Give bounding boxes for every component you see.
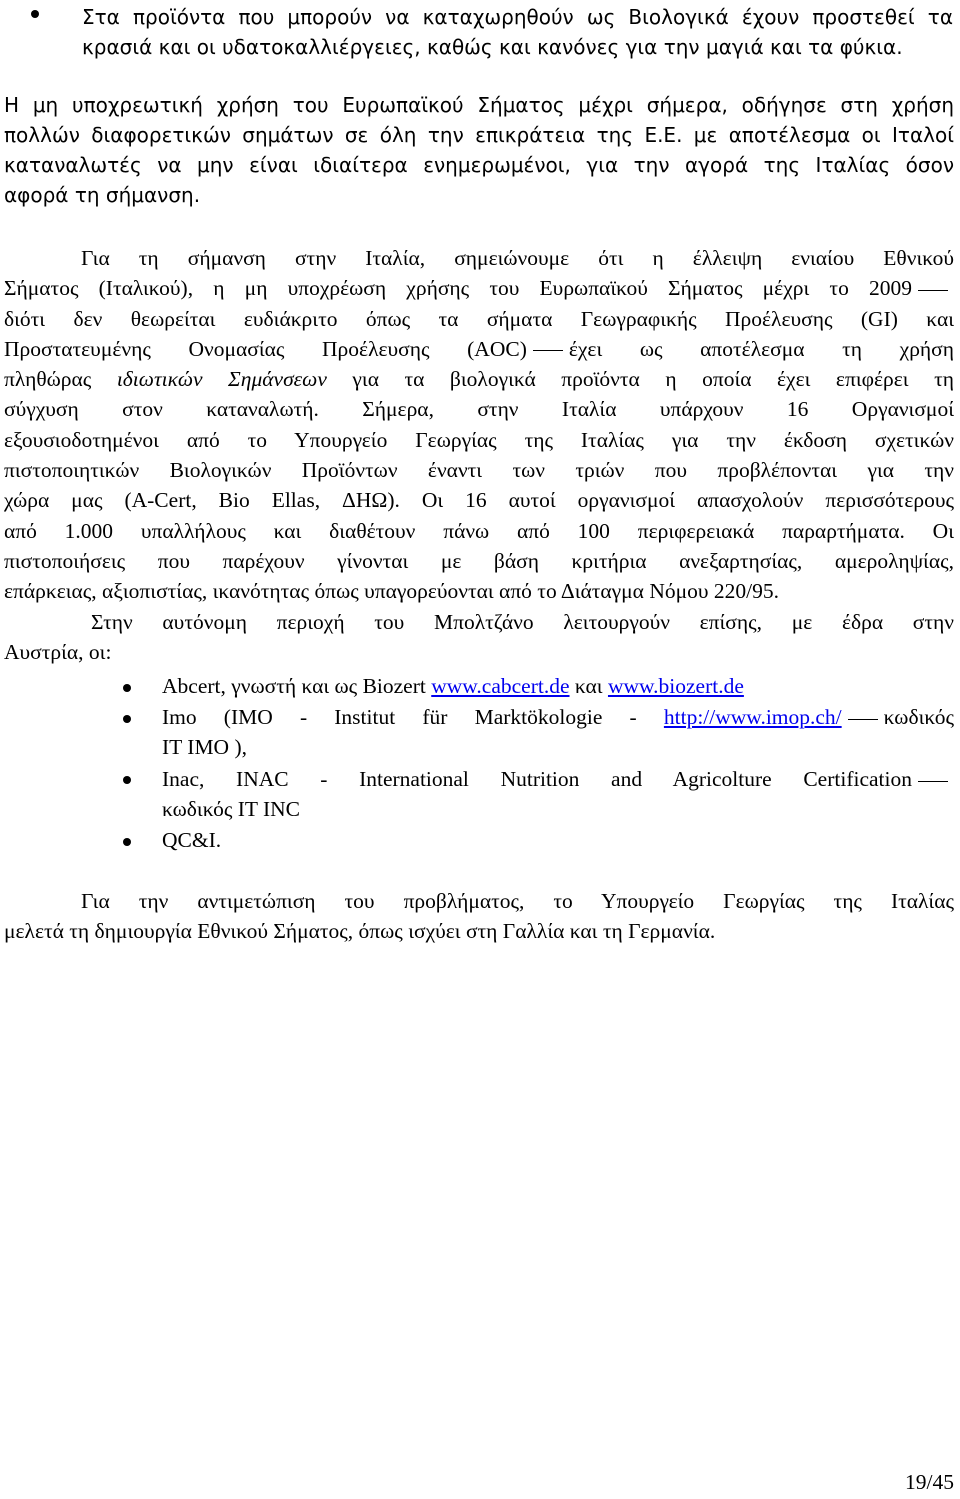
bullet-icon	[123, 776, 131, 784]
top-bullet-text: Στα προϊόντα που μπορούν να καταχωρηθούν ως Βιολογικά έχουν προστεθεί τα κρασιά και οι υδατοκαλλιέργειες, καθώς και κανόνες για την μαγιά και τα φύκια.	[82, 5, 953, 59]
list-item-inac: Inac, INAC - International Nutrition and Agricolture Certification κωδικός IT INC	[162, 764, 954, 825]
bullet-icon	[31, 10, 39, 18]
list-item-qci: QC&I.	[162, 828, 222, 852]
paragraph-1: Η μη υποχρεωτική χρήση του Ευρωπαϊκού Σήματος μέχρι σήμερα, οδήγησε στη χρήση πολλών διαφορετικών σημάτων σε όλη την επικράτεια της Ε.Ε. με αποτέλεσμα οι Ιταλοί καταναλωτές να μην είναι ιδιαίτερα ενημερωμένοι, για την αγορά της Ιταλίας όσον αφορά τη σήμανση.	[4, 93, 954, 207]
dash	[533, 350, 563, 351]
bullet-icon	[123, 715, 131, 723]
bullet-icon	[123, 838, 131, 846]
imop-link[interactable]: http://www.imop.ch/	[663, 705, 842, 729]
list-item-imo: Imo (IMO - Institut für Marktökologie - http://www.imop.ch/ κωδικός IT IMO ),	[162, 705, 954, 760]
paragraph-2: Για τη σήμανση στην Ιταλία, σημειώνουμε ότι η έλλειψη ενιαίου Εθνικού Σήματος (Ιταλικού), η μη υποχρέωση χρήσης του Ευρωπαϊκού Σήματος μέχρι το 2009 διότι δεν θεωρείται ευδιάκριτο όπως τα σήματα Γεωγραφικής Προέλευσης (GI) και Προστατευμένης Ονομασίας Προέλευσης (AOC) έχει ως αποτέλεσμα τη χρήση πληθώρας ιδιωτικών Σημάνσεων για τα βιολογικά προϊόντα η οποία έχει επιφέρει τη σύγχυση στον καταναλωτή. Σήμερα, στην Ιταλία υπάρχουν 16 Οργανισμοί εξουσιοδοτημένοι από το Υπουργείο Γεωργίας της Ιταλίας για την έκδοση σχετικών πιστοποιητικών Βιολογικών Προϊόντων έναντι των τριών που προβλέπονται για την χώρα μας (A-Cert, Bio Ellas, ΔΗΩ). Οι 16 αυτοί οργανισμοί απασχολούν περισσότερους από 1.000 υπαλλήλους και διαθέτουν πάνω από 100 περιφερειακά παραρτήματα. Οι πιστοποιήσεις που παρέχουν γίνονται με βάση κριτήρια ανεξαρτησίας, αμεροληψίας, επάρκειας, αξιοπιστίας, ικανότητας όπως υπαγορεύονται από το Διάταγμα Νόμου 220/95. Στην αυτόνομη περιοχή του Μπολτζάνο λειτουργούν επίσης, με έδρα στην Αυστρία, οι:	[4, 246, 955, 664]
cabcert-link[interactable]: www.cabcert.de	[431, 674, 570, 698]
paragraph-3: Για την αντιμετώπιση του προβλήματος, το Υπουργείο Γεωργίας της Ιταλίας μελετά τη δημιουργία Εθνικού Σήματος, όπως ισχύει στη Γαλλία και τη Γερμανία.	[4, 889, 954, 944]
dash	[918, 290, 948, 291]
dash	[918, 781, 948, 782]
dash	[848, 719, 878, 720]
list-item-abcert: Abcert, γνωστή και ως Biozert www.cabcert.de και www.biozert.de	[162, 674, 744, 698]
biozert-link[interactable]: www.biozert.de	[607, 674, 744, 698]
page-number: 19/45	[905, 1470, 954, 1494]
bullet-icon	[123, 684, 131, 692]
